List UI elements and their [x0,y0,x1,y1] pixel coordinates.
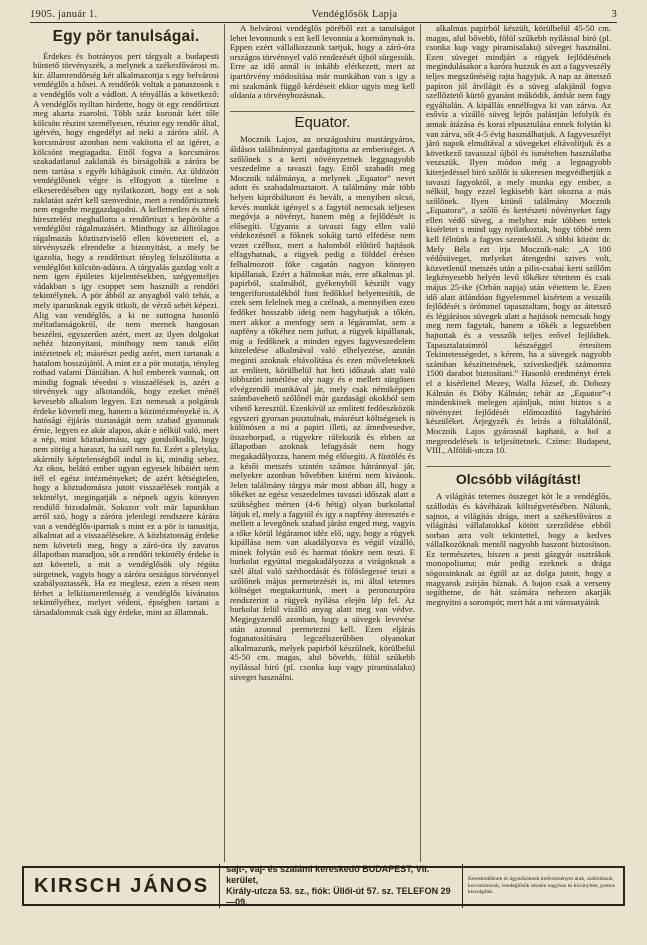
advertisement-box [22,866,625,906]
publication-title: Vendéglősök Lapja [311,8,398,20]
article-body-lighting: A világítás tetemes összeget köt le a vendéglős, szállodás és kávéházak költségvetésében. Nálunk, sajnos, a világítás drága, mert a székesfőváros a világítási vállalatokkal kötött szerződése ebből sorban arra volt tekintettel, hogy a kedves vállalkozóknak mentől nagyobb haszont biztosítson. Ez természetes, hiszen a pesti gázgyár osztrákok monopoliuma; már pedig ezeknek a drága sógorainknak az égtől az az dolga jutott, hogy a magyarok zsírján híznak. A bajon csak a verseny segíthetne, de hát számára nehezen akarják megnyitni a sorompót; mert hát a mi városatyáink [426,491,611,607]
article-title-equator: Equator. [230,111,415,128]
advertiser-name: KIRSCH JÁNOS [34,874,210,897]
issue-date: 1905. január 1. [30,8,98,20]
article-body-equator-continued: alkalmas papirból készült, körülbelül 45-50 cm. magas, alul bővebb, fölül szűkebb nyílással biró (pl. csonka kup vagy piramisalaku) süveget használni. Ezen süveget mindjárt a rügyek fejlődésének megindulásakor a karóra huzzuk és azt a fagyveszély teljes megszűnéséig rajta hagyjuk. A nap az áttetsző papiron jól átvilágít és a süveg alakjánál fogva szellőztető kürtő gyanánt működik, ámbár nem fagy egyáltalán. A kipállás ennélfogva ki van zárva. Az esővíz a vízálló süveg lejtős palástján lefolyik és annak átázása és korai elpusztulása ennek folytán ki van zárva, sőt 4-5 évig használhatjuk. A fagyveszélyt járó napok elmultával a süvegeket eltávolítjuk és a következő tavasszal újból és ismételten használatba veszszük. Ilyen módon még a legnagyobb kiterjedéssel biró szőlőt is sikeresen megvédhetjük a tavaszi fagyoktól, a mely munka egy ember, a nélkül, hogy ezzel legkisebb kárt okozna a más szőlőnek. Ilyen kitünő találmány Mocznik „Equatora”, a szőlő és kertészeti növényeket fagy ellen védő süveg, a melyhez már többen tettek kisérletet s mind ugy nyilatkoztak, hogy többé nem kell félnünk a fagyos szentektől. A többi között dr. Mely Béla ezt irja Mocznik-nak: „A 100 védősüveget, melyeket átengedni szives volt, közvetlenül metszés után a pilis-csabai kerti szőlőm legkényesebb helyén levő tőkékre tétettem és csak május 25-ike (Orbán napja) után vétettem le. Ezen idő alatt átlándóan figyelemmel kisértem a vesszők fejlődését s örömmel tapasztaltam, hogy az áttetsző és légjárásos süvegek alatt a hajtások nemcsak hogy meg nem fagytak, hanem a tőkék a legszebben hajtottak és a vesszők teljes erővel fejlődtek. Tapasztalataimról készséggel értesítem Tekintetességedet, s kérem, ha a süvegek nagyobb számban készíttetnének, szíveskedjék számomra 1500 darabot biztosítani.” Hasonló eredményt értek el a kisérlettel Mezey, Walla József, dr. Dobozy Kálmán és Dóby Kálmán; tehát az „Equator”-t mindenkinek melegen ajánljuk, mint biztos s a növényzet fejlődését előmozdító fagyhárító készüléket. Árjegyzék és leírás a föltalálónál, Mocznik Lajos gyárosnál kapható, a hol a megrendelések is teljesíttetnek. Czíme: Budapest, VIII., Alföldi-utcza 10. [426,24,611,456]
page-header [30,6,617,23]
column-right [420,24,616,862]
article-body-lawsuit-continued: A belvárosi vendéglős pöréből ezt a tanulságot lehet levonnunk s ezt kell levonnia a kormánynak is. Eppen ezért vállalkozzunk tartjuk, hogy a záró-óra országos törvénnyel való rendezését újból sürgessük. Erre az idő annál is inkább elérkezett, mert az ipartörvény módosítása már munkában van s igy a mi szakmánk függő kérdéseit ekkor ugyis meg kell oldania a törvényhozásnak. [230,24,415,101]
advertiser-address-line1: sajt-, vaj- és szalámi kereskedő BUDAPEST, VII. kerület, [226,864,430,885]
advertiser-address [219,864,463,908]
column-middle [224,24,420,862]
article-body-lawsuit: Érdekes és botrányos pert tárgyalt a budapesti büntető törvényszék, a melynek a székesfővárosi m. kir. államrendőrség két alkalmazottja s egy belvárosi vendéglős a hősei. A rendőrök voltak a panaszosok s a vendéglős volt a vádlott. A tényállás a következő: A vendéglős nyiltan hirdette, hogy öt egy rendőrtiszt meg akarta zsarolni. Több száz koronát kért tőle kölcsön részint személyesen, részint egy rendőr által, igérvén, hogy engedélyt ad neki a záróra alól. A korcsmárost azonban nem vakította el az igéret, a kölcsönt megtagadta. Ettől fogva a korcsmáros szakadatlanul zaklatták és birságolták a záróra be nem tartása s egyéb kihágások cimén. Az üldözött vendéglősnek végre is elfogyott a türelme s elkeseredésében ugy nyilatkozott, hogy ezt a sok zaklatást azért kell szenvednie, mert a rendőrtisztnek nem engedte meggazdagodni. A kellemetlen és sértő hiresztelést meghallotta a rendőrtiszt s bepörölte a vendéglőst rágalmazásért. Minthogy az állitólagos rágalmazás köztisztviselő ellen követtetett el, a törvényszék elrendelte a bizonyitást, a mely be igazolta, hogy a rendőrtiszt tényleg felszólította a vendéglőst kölcsön-adásra. A tárgyalás gazdag volt a nem igen épületes kijelentésekben, szégyenteljes vádakban s igy csoppet sem használt a rendőri tekintélynek. A pör ábból az anyagból való tehát, a mely iparunknak egyik titkolt, de vérző sebét képezi. Alig van vendéglős, a ki ne suttogna hasonló méltatlanságokról, de nem mernek hangosan beszélni, egyszerűen azért, mert az ilyen dolgokat nehéz bizonyitani, minthogy nem tanuk előtt intéztetnek el; másrészt pedig azért, mert tartanak a hatalom bosszújától. A mint ez a pör mutatja, tényleg rothad valami Dániában. A hol emberek vannak, ott mindig fognak tévedni s visszaélések is, azért a törvények ugy alkotandók, hogy ezeket ménél kevesebb alkalom legyen. Ezt nemesak a polgárok érdeke követeli meg, hanem a közintézményeké is. A hatósági éjjárás tisztaságát nem szabad gyanunak érnie, legyen ez akár alapos, akár e nélkül való, mert a nép, mint köztudomásu, ugy gondolkodik, hogy nem zörög a haraszt, ha szél nem fu. Ezért a pletyka, akármily képtelenségből indul is ki, mindig sebez. Az okos, belátó ember ugyan egyesek hibáiért nem ítél el egész intézményeket; de azért kétségtelen, hogy a köztudomásra jutott visszaélések rontják a tekintélyt, megingatják a népnek ugyis könnyen rendülő bizodalmát. Sokszor volt már lapunkban arról szó, hogy a záróra jelenlegi rendszere kárára van a vendéglős-iparnak s mint ez a pör is tanusitja, alkalmat ad a visszaélésekre. A közbiztonság érdeke nem követeli meg, hogy a záró-óra ily zavaros állapotban maradjon, sőt a rendőri tekintély érdeke is azt követeli, a mit a vendéglősök oly régóta sürgetnek, vagyis hogy a záróra országos törvénnyel szabályoztassék. Ha ez meglesz, ezen a résen nem férhet a lelkiismeretlenség a vendéglős kívánatos tekintélyéhez, melyet védeni, épségben tartani a társadalomnak csak úgy érdeke, mint az államnak. [33,50,219,618]
advertiser-side-text: Kereskedőknek és ügynököknek kedvezményes árak, szállodások, korcsmárosok, vendéglősök részére nagyban és kicsinyben, pontos kiszolgálás. [468,876,615,896]
article-body-equator: Mocznik Lajos, az országoshiru mustárgyáros, áldásos találmánnyal gazdagította az emberiséget. A szőlőnek s a kerti növényzetnek leggnagyobb veszedelme a tavaszi fagy. Ettől szabadít meg Mocznik találmánya, a melynek „Equator” nevet adott és szabadalmaztatott. A találmány már több helyen kipróbáltatott és bevált, a menyiben olcsó, kevés munkát igényel s a fagytól nemcsak teljesen megóvja a növényt, hanem még a fejlődését is elősegíti. Ugyanis a tavaszi fagy ellen való védekezésnél a föknek sokáig tartó elfedése nem vezet czélhoz, mert a halomból előtörő hajtások elfagyhatnak, a rügyek pedig a földdel érésen felhalmozott föke cagatán nagyon könnyen kipállanak. Ezért a hálmokat más, erre alkalmas pl. papirból, szalmából, gyékenyből készült vagy tengeriforostalékból font fedőkkel helyettesítik, de ezek sem felelnek meg a czélnak, a mennyiben ezen fedőket hosszabb ideig nem hagyhatjuk a tőkén, mert akkor a menfogy sem a légáramlat, sem a napfény a tőkéhez nem juthat, a rügyek kipállanak, míg a fedőknek a minden egyes fagyveszedelem közeledése alkalmával való elhelyezése, azután meginti azoknak eltávolítása és ezen műveleteknek az emlitett, körülbelül hat heti időszak alatt való többszöri ismétlése oly nagy és e mellett sürgősen elvégzendő munkával jár, mely csak némiképpen számbavehető szőlőnél már gazdasági okokból sem vihető keresztül. Ezenkívül az emlitett fedőeszközök egyszeri gyorsan pusztulnak, másrészt költségesek is különösen a mi a papiri illeti, az átnedvesedve, összehorpad, a rügyekre ráfekszik és ebben az állapotban azoknak lefagyását nem hogy megakadályozza, hanem még elősegíti. A füstölés és a késői metszés szintén számos hátránnyal jár, melyekre azonban bővebben kitérni nem kivánok. Jelen találmány tárgya már most abban áll, hogy a tőkéket az egész veszedelmes tavaszi időszak alatt a szükséghez mérten (4-6 hétig) olyan burkolattal látjuk el, mely a fagytól és igy a napfény áteresztés e mellett a levegőnek szabad járást enged meg, vagyis a tőke körül légáramot idéz elő, ugy, hogy a rügyek kipállása nem van akadályozva és végül vízálló, minek folytán eső és harmat tönkre nem teszi. E burkolat egyúttal megakadályozza a virágoknak a szél által való széthordását és fölöslegessé teszi a szőlőnek május permetezését is, mi által tetemes költséget megtakaritunk, mert a peronoszpóra rendszerint a rügyek nyílása elején lép fel. Az burkolat felül vízálló anyag alatt meg van védve. Megjegyzendő azonban, hogy a süvegek levevése után azonnal permetezni kell. Ezen eljárás foganatosítására legczélszerűbben olyanokat alkalmazunk, melyek papirból készülnek, körülbelül 45-50 cm. magas, alul bővebb, fölül szűkebb nyílással biró (pl. csonka kup vagy piramisalaku) süveget használni. [230,134,415,682]
text-columns [28,24,619,862]
page-number: 3 [611,8,617,20]
column-left [28,24,224,862]
advertiser-address-line2: Király-utcza 53. sz., fiók: Üllői-út 57. sz. TELEFON 29—09. [226,886,451,907]
article-title-lighting: Olcsóbb világítást! [426,466,611,485]
article-title-lawsuit: Egy pör tanulságai. [52,28,200,45]
